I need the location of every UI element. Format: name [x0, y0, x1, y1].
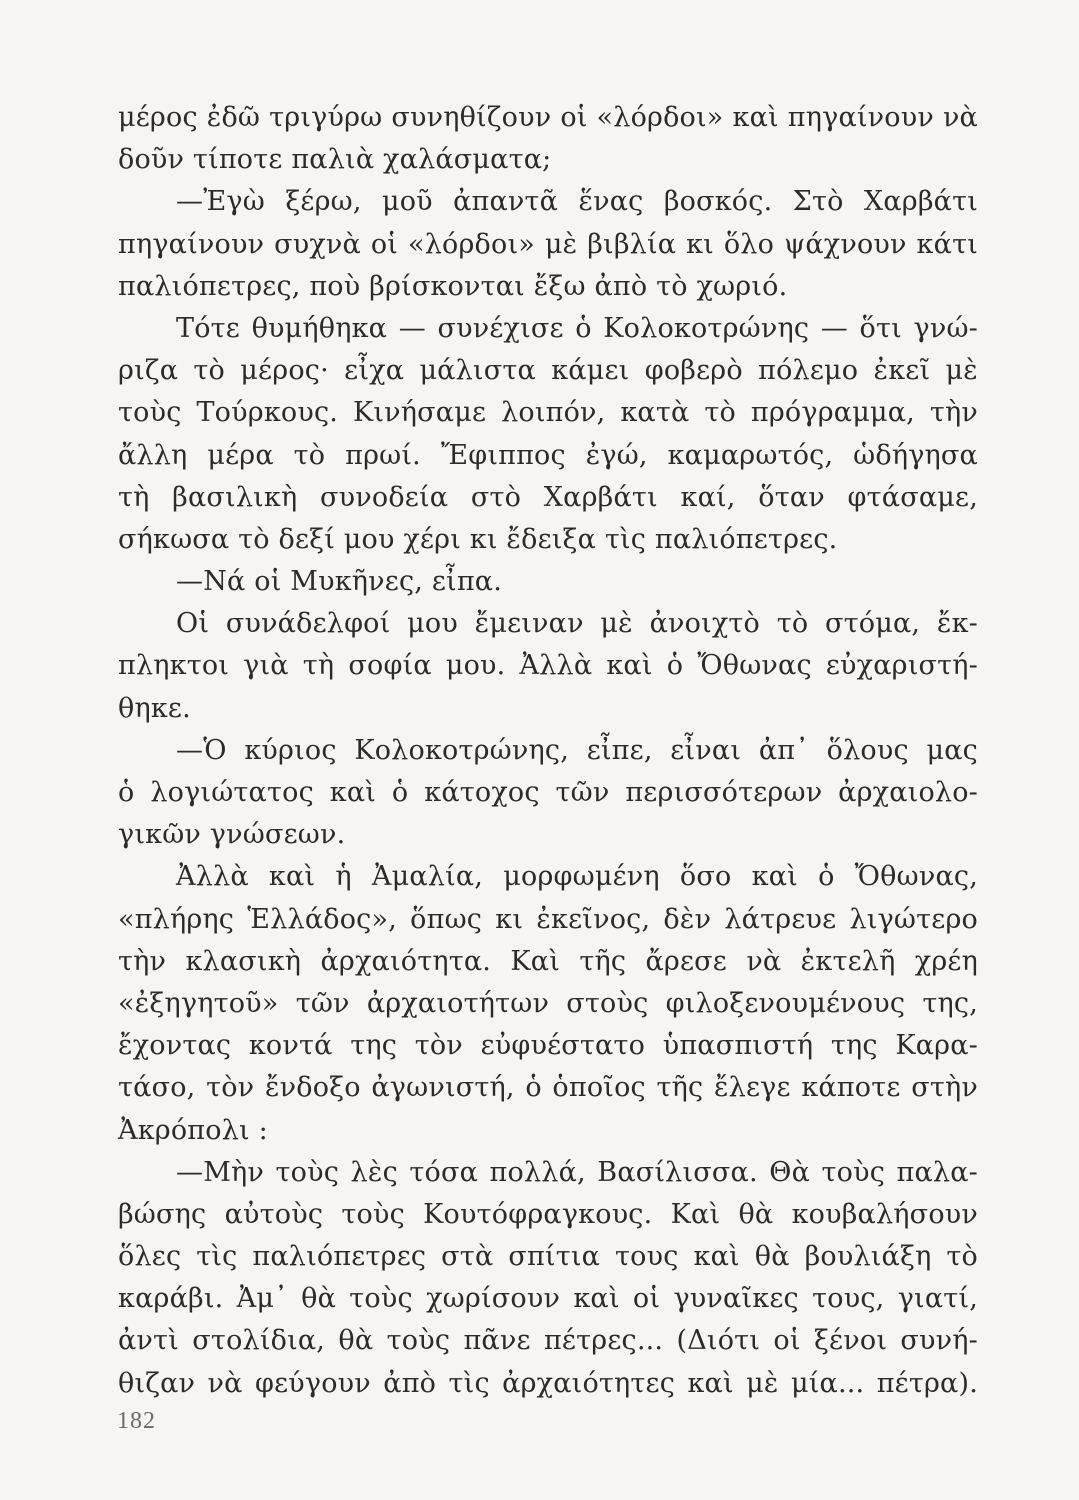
text-line: ὁ λογιώτατος καὶ ὁ κάτοχος τῶν περισσότερων ἀρχαιολο- [118, 777, 978, 808]
text-line: ἔχοντας κοντά της τὸν εὐφυέστατο ὑπασπιστή της Καρα- [118, 1030, 978, 1062]
text-line: ὅλες τὶς παλιόπετρες στὰ σπίτια τους καὶ θὰ βουλιάξη τὸ [118, 1241, 978, 1273]
text-line: πληκτοι γιὰ τὴ σοφία μου. Ἀλλὰ καὶ ὁ Ὄθωνας εὐχαριστή- [118, 650, 978, 682]
text-line: θηκε. [118, 692, 191, 724]
body-text [118, 97, 978, 1405]
page-number: 182 [117, 1408, 156, 1434]
text-line: παλιόπετρες, ποὺ βρίσκονται ἔξω ἀπὸ τὸ χωριό. [118, 270, 788, 302]
text-line: «ἐξηγητοῦ» τῶν ἀρχαιοτήτων στοὺς φιλοξενουμένους της, [118, 987, 978, 1019]
text-line: Τότε θυμήθηκα — συνέχισε ὁ Κολοκοτρώνης — ὅτι γνώ- [176, 312, 978, 344]
text-line: ριζα τὸ μέρος· εἶχα μάλιστα κάμει φοβερὸ πόλεμο ἐκεῖ μὲ [118, 355, 978, 387]
text-line: καράβι. Ἀμ᾽ θὰ τοὺς χωρίσουν καὶ οἱ γυναῖκες τους, γιατί, [118, 1283, 978, 1315]
text-line: —Μὴν τοὺς λὲς τόσα πολλά, Βασίλισσα. Θὰ τοὺς παλα- [176, 1156, 978, 1188]
text-line: μέρος ἐδῶ τριγύρω συνηθίζουν οἱ «λόρδοι» καὶ πηγαίνουν νὰ [118, 102, 978, 133]
text-line: τὴν κλασικὴ ἀρχαιότητα. Καὶ τῆς ἄρεσε νὰ ἐκτελῆ χρέη [118, 945, 978, 977]
text-line: Ἀλλὰ καὶ ἡ Ἀμαλία, μορφωμένη ὅσο καὶ ὁ Ὄθωνας, [176, 861, 978, 893]
text-line: «πλήρης Ἑλλάδος», ὅπως κι ἐκεῖνος, δὲν λάτρευε λιγώτερο [118, 903, 978, 935]
text-line: τοὺς Τούρκους. Κινήσαμε λοιπόν, κατὰ τὸ πρόγραμμα, τὴν [118, 397, 978, 429]
text-line: ἄλλη μέρα τὸ πρωί. Ἔφιππος ἐγώ, καμαρωτός, ὡδήγησα [118, 439, 978, 471]
text-line: τάσο, τὸν ἔνδοξο ἀγωνιστή, ὁ ὁποῖος τῆς ἔλεγε κάποτε στὴν [118, 1072, 978, 1104]
text-line: σήκωσα τὸ δεξί μου χέρι κι ἔδειξα τὶς παλιόπετρες. [118, 523, 838, 555]
text-line: βώσης αὐτοὺς τοὺς Κουτόφραγκους. Καὶ θὰ κουβαλήσουν [118, 1198, 978, 1230]
text-line: πηγαίνουν συχνὰ οἱ «λόρδοι» μὲ βιβλία κι ὅλο ψάχνουν κάτι [118, 228, 978, 260]
text-line: θιζαν νὰ φεύγουν ἀπὸ τὶς ἀρχαιότητες καὶ μὲ μία... πέτρα). [118, 1367, 978, 1399]
text-line: —Ἐγὼ ξέρω, μοῦ ἀπαντᾶ ἕνας βοσκός. Στὸ Χαρβάτι [176, 186, 978, 218]
text-line: Οἱ συνάδελφοί μου ἔμειναν μὲ ἀνοιχτὸ τὸ στόμα, ἔκ- [176, 608, 978, 640]
text-line: —Ὁ κύριος Κολοκοτρώνης, εἶπε, εἶναι ἀπ᾽ ὅλους μας [176, 734, 978, 766]
text-line: ἀντὶ στολίδια, θὰ τοὺς πᾶνε πέτρες... (Διότι οἱ ξένοι συνή- [118, 1325, 978, 1357]
text-line: γικῶν γνώσεων. [118, 819, 346, 851]
text-line: Ἀκρόπολι : [118, 1114, 268, 1146]
text-line: δοῦν τίποτε παλιὰ χαλάσματα; [118, 144, 552, 176]
text-line: τὴ βασιλικὴ συνοδεία στὸ Χαρβάτι καί, ὅταν φτάσαμε, [118, 481, 978, 513]
text-line: —Νά οἱ Μυκῆνες, εἶπα. [176, 566, 502, 598]
